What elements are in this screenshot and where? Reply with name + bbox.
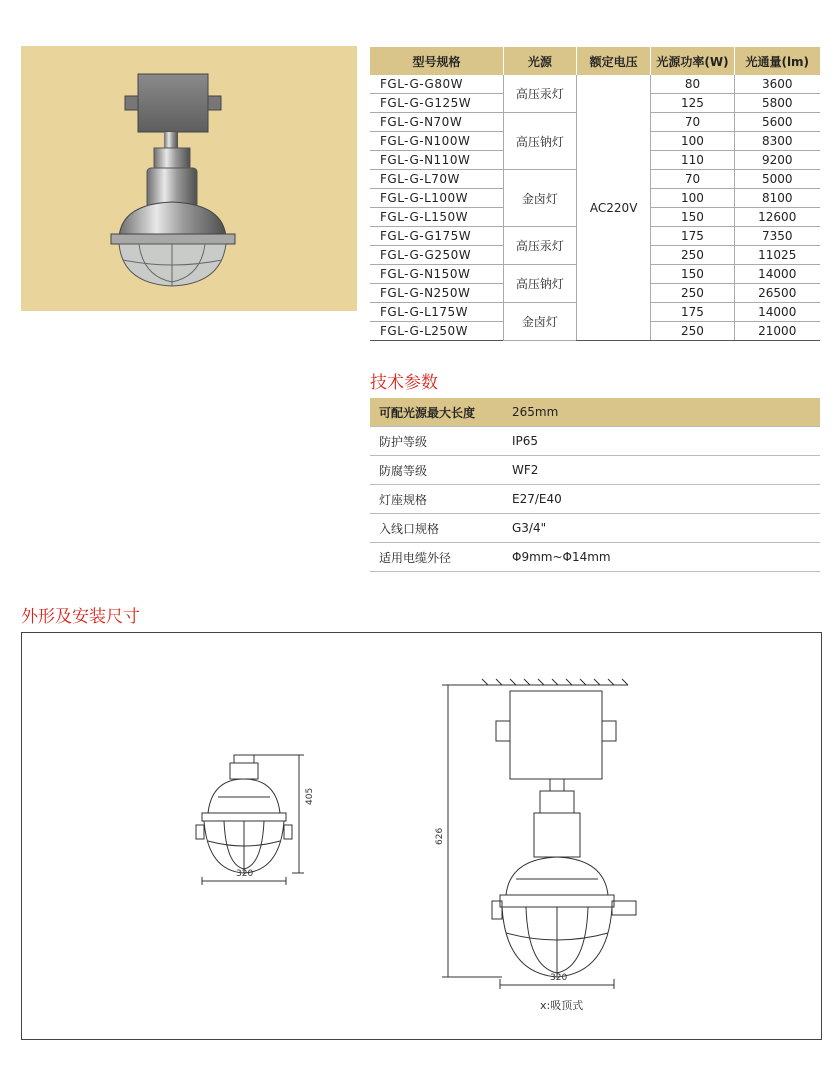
tech-param-row [370,514,820,543]
model-cell: FGL-G-L250W [370,322,503,341]
flux-cell: 14000 [734,303,820,322]
flux-cell: 12600 [734,208,820,227]
model-cell: FGL-G-L70W [370,170,503,189]
header-model: 型号规格 [370,47,503,75]
tech-param-value: WF2 [500,456,820,485]
product-photo [21,46,357,311]
tech-param-value: IP65 [500,427,820,456]
tech-param-value: E27/E40 [500,485,820,514]
source-cell: 高压汞灯 [503,75,576,113]
flux-cell: 11025 [734,246,820,265]
model-cell: FGL-G-N150W [370,265,503,284]
tech-param-row [370,456,820,485]
power-cell: 110 [651,151,734,170]
model-cell: FGL-G-G80W [370,75,503,94]
source-cell: 高压钠灯 [503,265,576,303]
model-cell: FGL-G-N70W [370,113,503,132]
header-source: 光源 [503,47,576,75]
flux-cell: 7350 [734,227,820,246]
source-cell: 金卤灯 [503,170,576,227]
source-cell: 高压钠灯 [503,113,576,170]
flux-cell: 3600 [734,75,820,94]
power-cell: 70 [651,113,734,132]
power-cell: 125 [651,94,734,113]
small-width-label: 320 [236,869,254,879]
tech-param-row [370,543,820,572]
power-cell: 175 [651,303,734,322]
flux-cell: 21000 [734,322,820,341]
model-cell: FGL-G-L100W [370,189,503,208]
spec-table [370,47,820,341]
model-cell: FGL-G-N110W [370,151,503,170]
power-cell: 250 [651,284,734,303]
large-height-label: 626 [435,827,445,845]
tech-param-value: Φ9mm~Φ14mm [500,543,820,572]
header-flux: 光通量(lm) [734,47,820,75]
power-cell: 175 [651,227,734,246]
mount-caption: x:吸顶式 [540,999,584,1012]
model-cell: FGL-G-N250W [370,284,503,303]
tech-param-key: 灯座规格 [370,485,500,514]
power-cell: 250 [651,322,734,341]
tech-param-key: 适用电缆外径 [370,543,500,572]
dimension-drawing [21,632,822,1040]
header-voltage: 额定电压 [576,47,651,75]
tech-param-row [370,485,820,514]
model-cell: FGL-G-G250W [370,246,503,265]
spec-header-row [370,47,820,75]
model-cell: FGL-G-G175W [370,227,503,246]
small-height-label: 405 [305,787,315,805]
voltage-cell: AC220V [576,75,651,341]
tech-param-key: 防腐等级 [370,456,500,485]
tech-param-key: 可配光源最大长度 [370,398,500,427]
source-cell: 高压汞灯 [503,227,576,265]
large-width-label: 320 [550,973,568,983]
tech-param-row [370,427,820,456]
large-lamp-drawing [442,679,636,989]
power-cell: 150 [651,265,734,284]
power-cell: 80 [651,75,734,94]
header-power: 光源功率(W) [651,47,734,75]
tech-param-value: G3/4" [500,514,820,543]
flux-cell: 5800 [734,94,820,113]
model-cell: FGL-G-L175W [370,303,503,322]
flux-cell: 5600 [734,113,820,132]
small-lamp-drawing [196,755,304,885]
dimensions-title: 外形及安装尺寸 [21,607,140,627]
model-cell: FGL-G-N100W [370,132,503,151]
flux-cell: 26500 [734,284,820,303]
power-cell: 250 [651,246,734,265]
power-cell: 70 [651,170,734,189]
tech-title: 技术参数 [370,373,438,393]
tech-param-key: 防护等级 [370,427,500,456]
source-cell: 金卤灯 [503,303,576,341]
model-cell: FGL-G-L150W [370,208,503,227]
flux-cell: 5000 [734,170,820,189]
power-cell: 100 [651,189,734,208]
spec-body [370,75,820,341]
power-cell: 100 [651,132,734,151]
spec-row [370,75,820,94]
flux-cell: 8300 [734,132,820,151]
flux-cell: 9200 [734,151,820,170]
model-cell: FGL-G-G125W [370,94,503,113]
tech-params-table [370,398,820,572]
tech-body [370,398,820,572]
power-cell: 150 [651,208,734,227]
tech-param-key: 入线口规格 [370,514,500,543]
flux-cell: 14000 [734,265,820,284]
tech-param-row [370,398,820,427]
flux-cell: 8100 [734,189,820,208]
tech-param-value: 265mm [500,398,820,427]
